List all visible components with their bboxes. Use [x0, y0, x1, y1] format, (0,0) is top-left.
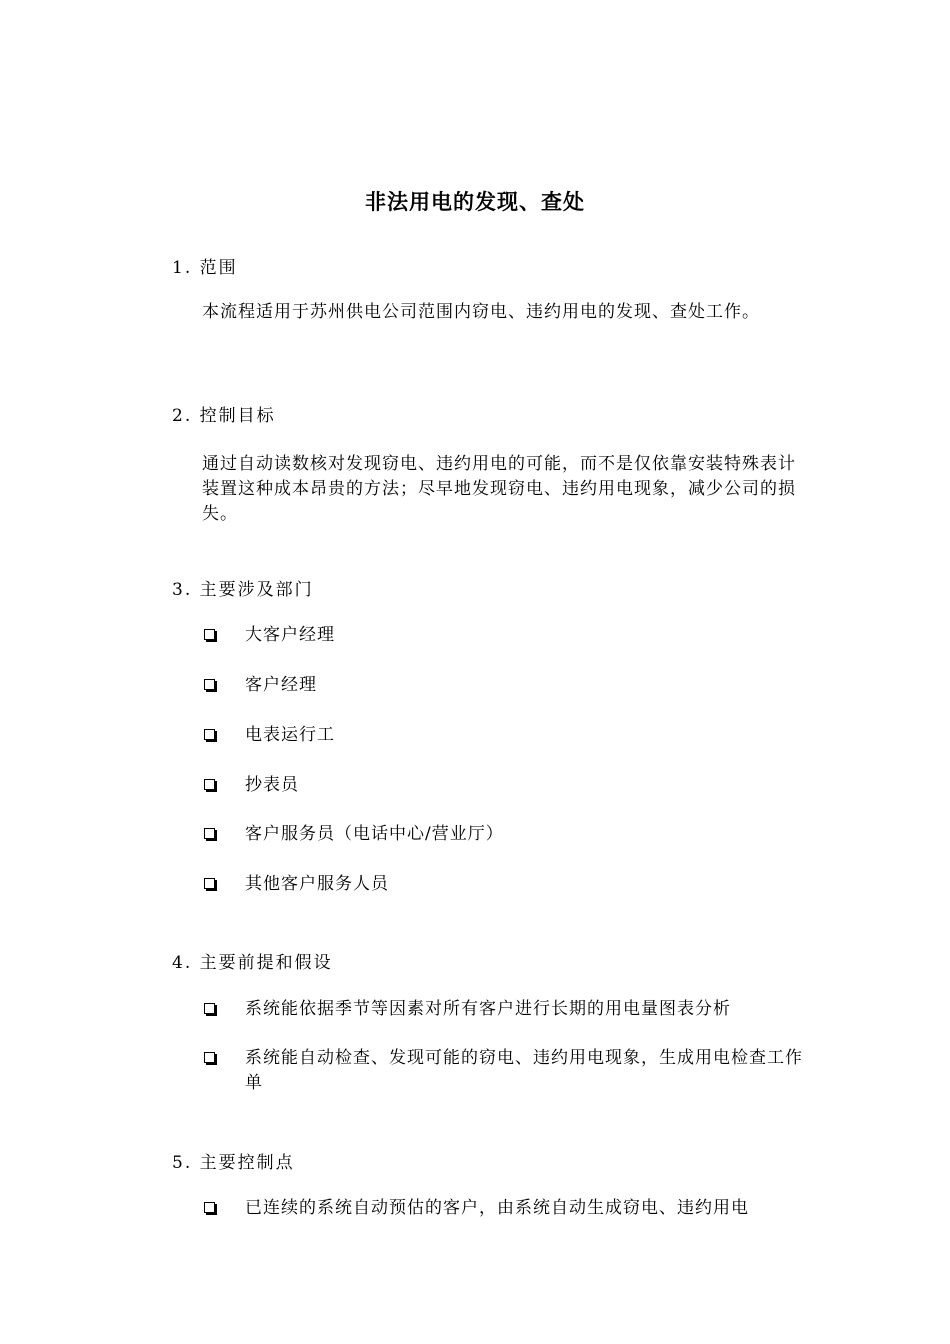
- list-item: [202, 623, 812, 648]
- section-heading-assumptions: 4. 主要前提和假设: [172, 953, 333, 973]
- list-item-text: 大客户经理: [245, 625, 335, 645]
- checkbox-bullet-icon: [204, 779, 215, 790]
- checkbox-bullet-icon: [204, 878, 215, 889]
- section-paragraph-objective: 通过自动读数核对发现窃电、违约用电的可能，而不是仅依靠安装特殊表计装置这种成本昂贵的方法；尽早地发现窃电、违约用电现象，减少公司的损失。: [202, 454, 796, 524]
- list-item: [202, 1196, 812, 1221]
- checkbox-bullet-icon: [204, 679, 215, 690]
- list-item-text: 客户服务员（电话中心/营业厅）: [245, 824, 504, 844]
- list-item-text: 抄表员: [245, 775, 299, 795]
- list-item: [202, 1046, 812, 1096]
- checkbox-bullet-icon: [204, 828, 215, 839]
- document-title: 非法用电的发现、查处: [365, 189, 585, 214]
- checkbox-bullet-icon: [204, 1003, 215, 1014]
- list-item-text: 其他客户服务人员: [245, 874, 389, 894]
- section-paragraph-scope: 本流程适用于苏州供电公司范围内窃电、违约用电的发现、查处工作。: [202, 302, 760, 322]
- list-item-text: 客户经理: [245, 675, 317, 695]
- list-item-text: 系统能依据季节等因素对所有客户进行长期的用电量图表分析: [245, 999, 731, 1019]
- checkbox-bullet-icon: [204, 629, 215, 640]
- list-item: [202, 872, 812, 897]
- checkbox-bullet-icon: [204, 729, 215, 740]
- checkbox-bullet-icon: [204, 1202, 215, 1213]
- list-item: [202, 723, 812, 748]
- list-item-text: 电表运行工: [245, 725, 335, 745]
- list-item-text: 已连续的系统自动预估的客户，由系统自动生成窃电、违约用电: [245, 1198, 749, 1218]
- section-heading-departments: 3. 主要涉及部门: [172, 580, 314, 600]
- section-heading-objective: 2. 控制目标: [172, 406, 276, 426]
- list-item: [202, 773, 812, 798]
- list-item: [202, 822, 812, 847]
- list-item: [202, 997, 812, 1022]
- list-item-text: 系统能自动检查、发现可能的窃电、违约用电现象，生成用电检查工作单: [245, 1048, 803, 1093]
- section-heading-scope: 1. 范围: [172, 258, 238, 278]
- list-item: [202, 673, 812, 698]
- checkbox-bullet-icon: [204, 1052, 215, 1063]
- section-heading-control-points: 5. 主要控制点: [172, 1153, 295, 1173]
